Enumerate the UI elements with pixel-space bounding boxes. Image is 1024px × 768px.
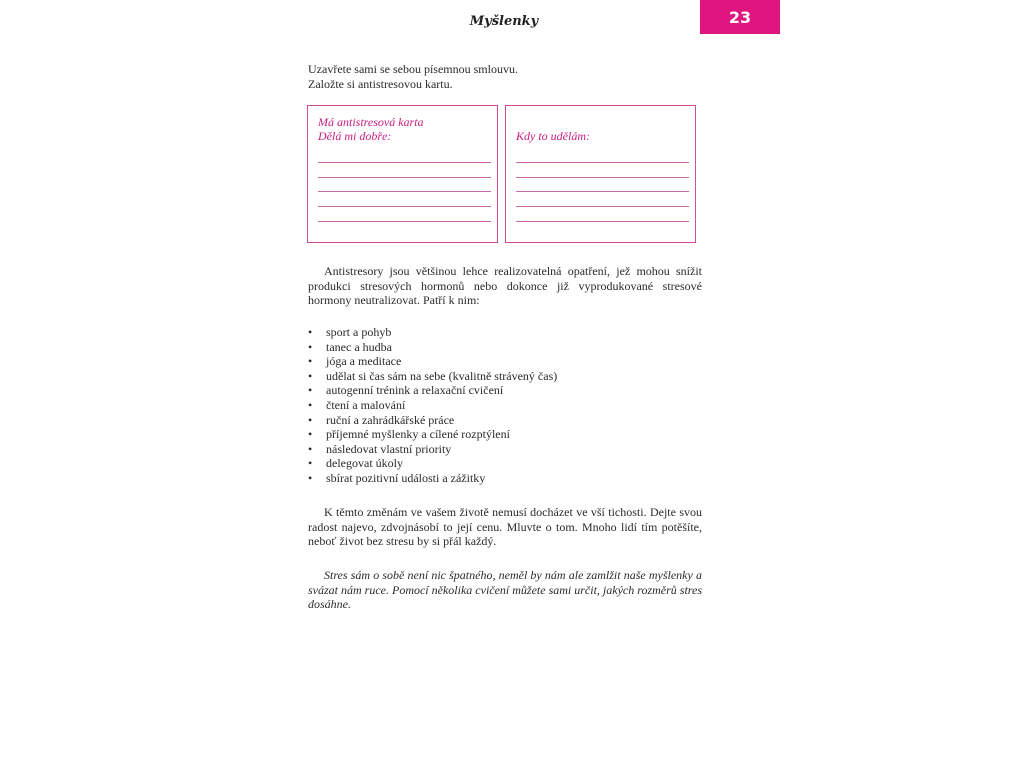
paragraph-antistressors: Antistresory jsou většinou lehce realizovatelná opatření, jež mohou snížit produkci stresových hormonů nebo dokonce již vyprodukované stresové hormony neutralizovat. Patří k nim: [308,264,702,308]
list-item [308,340,702,355]
bullet-icon: • [308,339,313,354]
list-item [308,427,702,442]
write-line[interactable] [516,206,689,207]
write-line[interactable] [516,162,689,163]
card-label-when: Kdy to udělám: [516,129,590,143]
bullet-icon: • [308,441,313,456]
list-item-text: sport a pohyb [326,325,392,339]
bullet-icon: • [308,412,313,427]
write-line[interactable] [516,221,689,222]
list-item [308,442,702,457]
bullet-icon: • [308,325,313,339]
list-item-text: delegovat úkoly [326,456,403,471]
list-item-text: jóga a meditace [326,354,402,369]
list-item [308,456,702,471]
bullet-icon: • [308,427,313,442]
write-line[interactable] [516,177,689,178]
list-item [308,325,702,340]
write-line[interactable] [318,191,491,192]
list-item-text: udělat si čas sám na sebe (kvalitně strávený čas) [326,368,558,383]
list-item [308,383,702,398]
card-title: Má antistresová karta [318,115,424,129]
list-item-text: ruční a zahrádkářské práce [326,412,455,427]
list-item [308,354,702,369]
write-line[interactable] [318,177,491,178]
list-item-text: příjemné myšlenky a cílené rozptýlení [326,427,510,442]
antistress-card-left [307,105,498,243]
list-item [308,471,702,486]
antistress-card-right [505,105,696,243]
list-item-text: čtení a malování [326,397,406,412]
write-line[interactable] [318,206,491,207]
bullet-icon: • [308,397,313,412]
write-line[interactable] [516,191,689,192]
write-line[interactable] [318,162,491,163]
card-label-feels-good: Dělá mi dobře: [318,129,392,143]
paragraph-italic-note: Stres sám o sobě není nic špatného, neměl by nám ale zamlžit naše myšlenky a svázat nám ruce. Pomocí několika cvičení můžete sami určit, jakých rozměrů stres dosáhne. [308,568,703,612]
bullet-icon: • [308,456,313,471]
write-line[interactable] [318,221,491,222]
list-item-text: autogenní trénink a relaxační cvičení [326,383,504,398]
bullet-icon: • [308,368,313,383]
bullet-icon: • [308,470,313,485]
running-header-title: Myšlenky [469,14,539,29]
bullet-icon: • [308,354,313,369]
bullet-icon: • [308,383,313,398]
list-item-text: následovat vlastní priority [326,441,452,456]
paragraph-changes: K těmto změnám ve vašem životě nemusí docházet ve vší tichosti. Dejte svou radost najevo, zdvojnásobí to její cenu. Mluvte o tom. Mnoho lidí tím potěšíte, neboť život bez stresu by si přál každý. [308,505,702,549]
intro-line: Založte si antistresovou kartu. [308,76,453,91]
list-item [308,413,702,428]
intro-text [308,62,708,91]
intro-line: Uzavřete sami se sebou písemnou smlouvu. [308,62,518,76]
list-item [308,398,702,413]
antistressor-list [308,325,702,486]
list-item-text: tanec a hudba [326,339,392,354]
page-number-badge: 23 [700,0,780,34]
list-item-text: sbírat pozitivní události a zážitky [326,470,486,485]
list-item [308,369,702,384]
